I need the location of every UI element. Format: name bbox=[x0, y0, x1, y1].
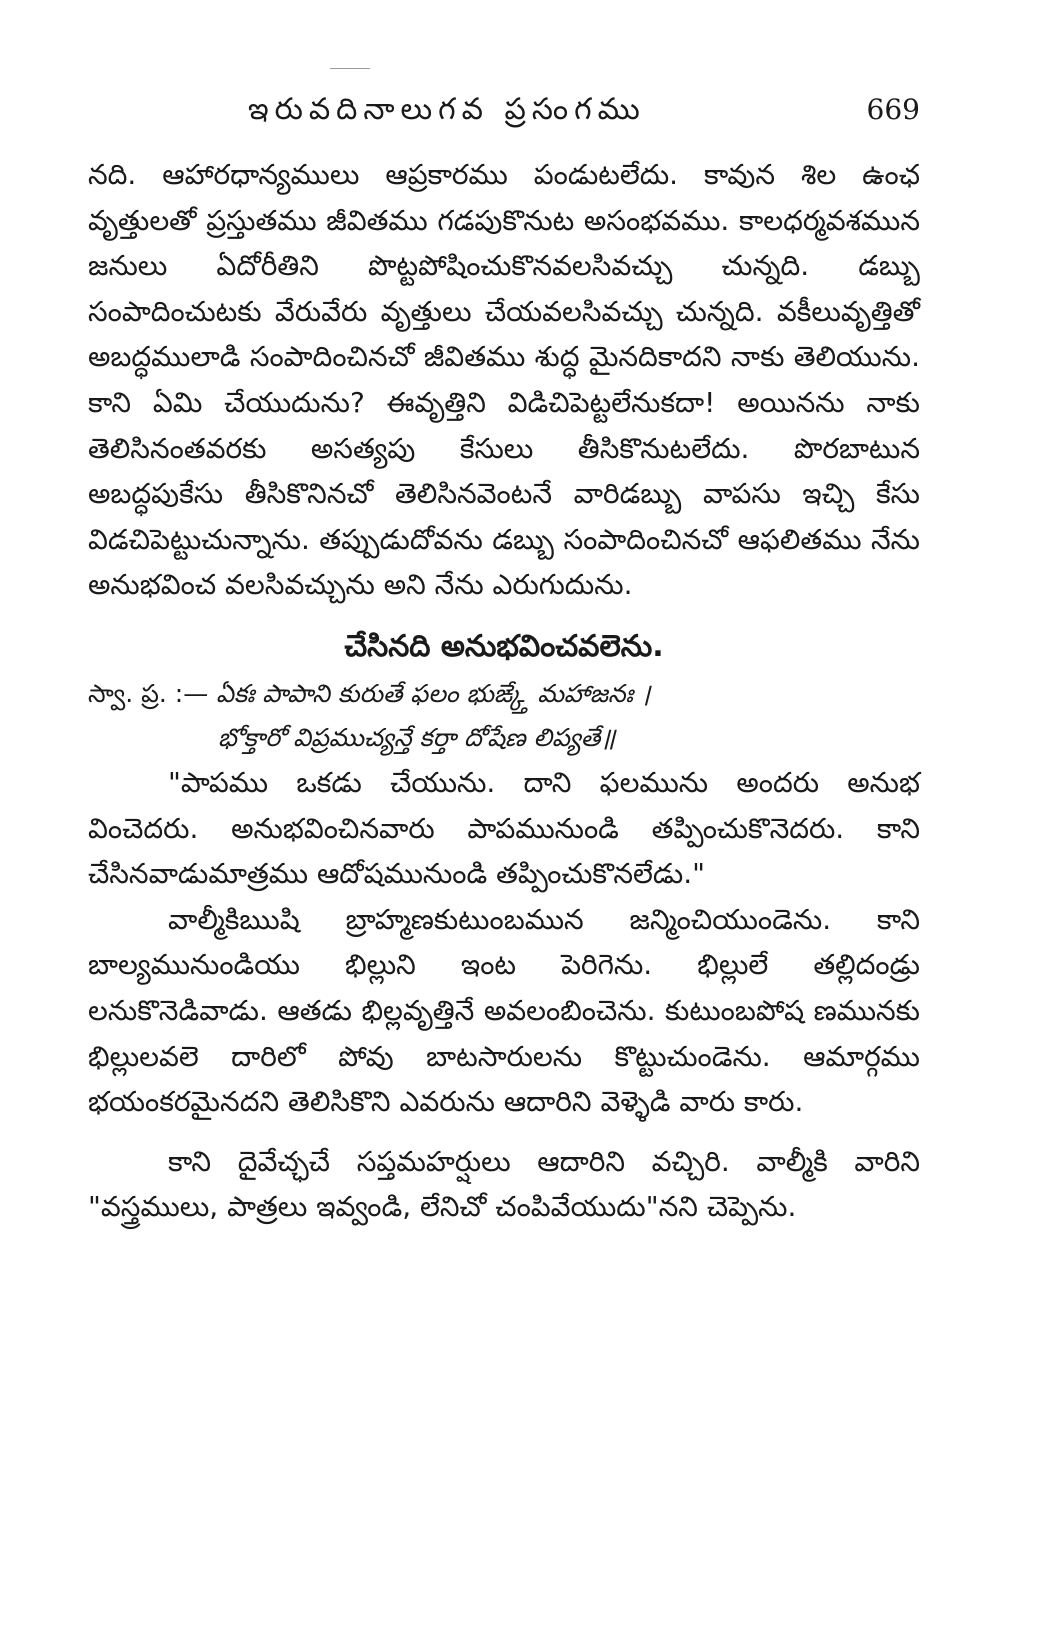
verse-text-1: ఏకః పాపాని కురుతే ఫలం భుఙ్క్తే మహాజనః । bbox=[216, 678, 651, 708]
page-number: 669 bbox=[866, 93, 920, 126]
page-header bbox=[248, 92, 920, 152]
verse-label: స్వా. ప్ర. :— bbox=[88, 678, 209, 708]
paragraph-1: నది. ఆహారధాన్యములు ఆప్రకారము పండుటలేదు. కావున శిల ఉంఛ వృత్తులతో ప్రస్తుతము జీవితము గడపుకొనుట అసంభవము. కాలధర్మవశమున జనులు ఏదోరీతిని పొట్టపోషించుకొనవలసివచ్చు చున్నది. డబ్బు సంపాదించుటకు వేరువేరు వృత్తులు చేయవలసివచ్చు చున్నది. వకీలువృత్తితో అబద్ధములాడి సంపాదించినచో జీవితము శుద్ధ మైనదికాదని నాకు తెలియును. కాని ఏమి చేయుదును? ఈవృత్తిని విడిచిపెట్టలేనుకదా! అయినను నాకు తెలిసినంతవరకు అసత్యపు కేసులు తీసికొనుటలేదు. పొరబాటున అబద్ధపుకేసు తీసికొనినచో తెలిసినవెంటనే వారిడబ్బు వాపసు ఇచ్చి కేసు విడచిపెట్టుచున్నాను. తప్పుడుదోవను డబ్బు సంపాదించినచో ఆఫలితము నేను అనుభవించ వలసివచ్చును అని నేను ఎరుగుదును. bbox=[88, 158, 920, 602]
section-title: చేసినది అనుభవించవలెను. bbox=[344, 628, 664, 664]
running-title: ఇరువదినాలుగవ ప్రసంగము bbox=[248, 92, 646, 127]
paragraph-gap bbox=[88, 1125, 920, 1139]
paragraph-3: వాల్మీకిఋషి బ్రాహ్మణకుటుంబమున జన్మించియుండెను. కాని బాల్యమునుండియు భిల్లుని ఇంట పెరిగెను. భిల్లులే తల్లిదండ్రు లనుకొనెడివాడు. ఆతడు భిల్లవృత్తినే అవలంబించెను. కుటుంబపోష ణమునకు భిల్లులవలె దారిలో పోవు బాటసారులను కొట్టుచుండెను. ఆమార్గము భయంకరమైనదని తెలిసికొని ఎవరును ఆదారిని వెళ్ళెడి వారు కారు. bbox=[88, 902, 920, 1119]
paragraph-2: "పాపము ఒకడు చేయును. దాని ఫలమును అందరు అనుభ వించెదరు. అనుభవించినవారు పాపమునుండి తప్పించుకొనెదరు. కాని చేసినవాడుమాత్రము ఆదోషమునుండి తప్పించుకొనలేడు." bbox=[88, 765, 920, 891]
verse-line-2: భోక్తారో విప్రముచ్యన్తే కర్తా దోషేణ లిప్యతే॥ bbox=[218, 722, 616, 752]
verse-line-1 bbox=[88, 672, 920, 716]
paragraph-4: కాని దైవేచ్ఛచే సప్తమహర్షులు ఆదారిని వచ్చిరి. వాల్మీకి వారిని "వస్త్రములు, పాత్రలు ఇవ్వండి, లేనిచో చంపివేయుదు"నని చెప్పెను. bbox=[88, 1144, 920, 1224]
